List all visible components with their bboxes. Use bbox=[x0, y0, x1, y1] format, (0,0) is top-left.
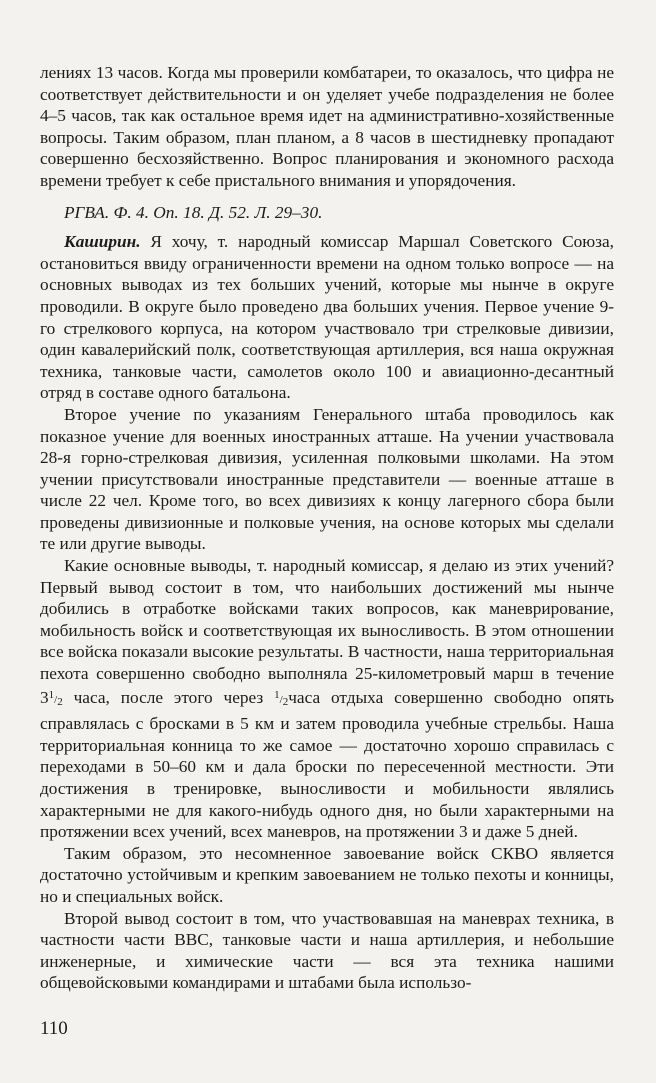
speaker-name: Каширин. bbox=[64, 232, 141, 252]
fraction-numerator: 1 bbox=[274, 688, 280, 701]
conclusions-text-b: часа, после этого через bbox=[62, 687, 275, 707]
speech-text: Я хочу, т. народный комиссар Маршал Советского Союза, остановиться ввиду ограниченности времени на одном только вопросе — на основных выводах из тех больших учений, которые мы нынче в округе проводили. В округе было проведено два больших учения. Первое учение 9-го стрелкового корпуса, на котором участвовало три стрелковые дивизии, один кавалерийский полк, соответствующая артиллерия, вся наша окружная техника, танковые части, самолетов около 100 и авиационно-десантный отряд в составе одного батальона. bbox=[40, 232, 614, 403]
fraction-numerator: 1 bbox=[48, 688, 55, 701]
conclusions-text-a: Какие основные выводы, т. народный комиссар, я делаю из этих учений? Первый вывод состоит в том, что наибольших достижений мы нынче добились в отработке войсками таких вопросов, как маневрирование, мобильность войск и соответствующая их выносливость. В этом отношении все войска показали высокие результаты. В частности, наша территориальная пехота совершенно свободно выполняла 25-километровый марш в течение 3 bbox=[40, 556, 614, 707]
conclusions-text-c: часа отдыха совершенно свободно опять справлялась с бросками в 5 км и затем проводила учебные стрельбы. Наша территориальная конница то же самое — достаточно хорошо справилась с переходами в 50–60 км и дала броски по пересеченной местности. Эти достижения в тренировке, выносливости и мобильности являлись характерными не для какого-нибудь одного дня, но были характерными на протяжении всех учений, всех маневров, на протяжении 3 и даже 5 дней. bbox=[40, 687, 614, 842]
paragraph-continued: лениях 13 часов. Когда мы проверили комбатареи, то оказалось, что цифра не соответствует действительности и он уделяет учебе подразделения не более 4–5 часов, так как остальное время идет на административно-хозяйственные вопросы. Таким образом, план планом, а 8 часов в шестидневку пропадают совершенно бесхозяйственно. Вопрос планирования и экономного расхода времени требует к себе пристального внимания и упорядочения. bbox=[40, 63, 614, 190]
fraction-half: $^1/_2$ bbox=[274, 688, 289, 708]
fraction-half: $^1/_2$ bbox=[48, 688, 63, 708]
fraction-denominator: 2 bbox=[57, 695, 63, 708]
paragraph-kashirin-speech bbox=[40, 231, 614, 404]
paragraph-main-conclusions bbox=[40, 555, 614, 843]
fraction-denominator: 2 bbox=[282, 695, 289, 708]
paragraph-skvo-achievement: Таким образом, это несомненное завоевание войск СКВО является достаточно устойчивым и крепким завоеванием не только пехоты и конницы, но и специальных войск. bbox=[40, 843, 614, 906]
archive-citation: РГВА. Ф. 4. Оп. 18. Д. 52. Л. 29–30. bbox=[64, 202, 323, 222]
page-number: 110 bbox=[40, 1018, 68, 1039]
paragraph-second-conclusion: Второй вывод состоит в том, что участвовавшая на маневрах техника, в частности части ВВС, танковые части и наша артиллерия, и небольшие инженерные, и химические части — вся эта техника нашими общевойсковыми командирами и штабами была использо- bbox=[40, 908, 614, 993]
paragraph-second-exercise: Второе учение по указаниям Генерального штаба проводилось как показное учение для военных иностранных атташе. На учении участвовала 28-я горно-стрелковая дивизия, усиленная полковыми школами. На этом учении присутствовали иностранные представители — военные атташе в числе 22 чел. Кроме того, во всех дивизиях к концу лагерного сбора были проведены дивизионные и полковые учения, на основе которых мы сделали те или другие выводы. bbox=[40, 404, 614, 554]
